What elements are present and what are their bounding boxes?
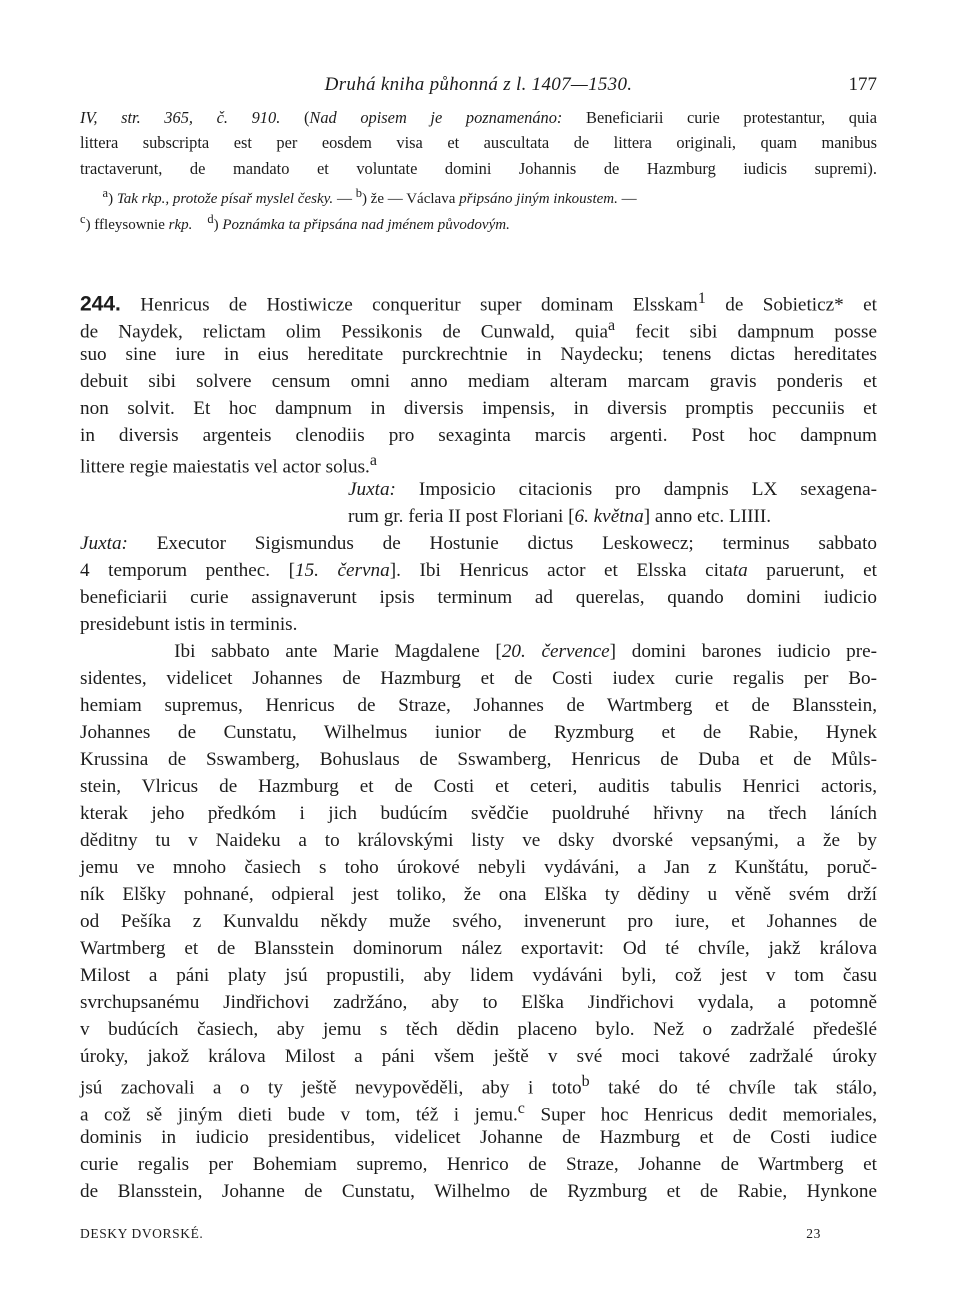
text-line: 244. Henricus de Hostiwicze conqueritur super dominam Elsskam$^1$ de Sobieticz* et: [80, 290, 877, 316]
text-line: suo sine iure in eius hereditate purckrechtnie in Naydecku; tenens dictas hereditates: [80, 344, 877, 365]
text-line: Krussina de Sswamberg, Bohuslaus de Sswamberg, Henricus de Duba et de Můls-: [80, 749, 877, 770]
text-line: IV, str. 365, č. 910. (Nad opisem je poznamenáno: Beneficiarii curie protestantur, quia: [80, 108, 877, 127]
text-line: svrchupsanému Jindřichovi zadržáno, aby to Elška Jindřichovi vydala, a potomně: [80, 992, 877, 1013]
running-title: Druhá kniha půhonná z l. 1407—1530.: [324, 74, 633, 95]
text-line: Juxta: Imposicio citacionis pro dampnis LX sexagena-: [348, 479, 877, 500]
text-line: v budúcích časiech, aby jemu s těch dědin placeno bylo. Než o zadržalé předešlé: [80, 1019, 877, 1040]
text-line: beneficiarii curie assignaverunt ipsis terminum ad querelas, quando domini iudicio: [80, 587, 877, 608]
text-line: 4 temporum penthec. [15. června]. Ibi Henricus actor et Elsska citata paruerunt, et: [80, 560, 877, 581]
text-line: jsú zachovali a o ty ještě nevypověděli, aby i toto$^b$ také do té chvíle tak stálo,: [80, 1073, 877, 1099]
text-line: Juxta: Executor Sigismundus de Hostunie dictus Leskowecz; terminus sabbato: [80, 533, 877, 554]
text-line: děditny tu v Naideku a to královskými listy ve dsky dvorské vepsanými, a že by: [80, 830, 877, 851]
text-line: dominis in iudicio presidentibus, videlicet Johanne de Hazmburg et de Costi iudice: [80, 1127, 877, 1148]
text-line: Johannes de Cunstatu, Wilhelmus iunior de Ryzmburg et de Rabie, Hynek: [80, 722, 877, 743]
text-line: littera subscripta est per eosdem visa et auscultata de littera originali, quam manibus: [80, 133, 877, 152]
text-line: de Blansstein, Johanne de Cunstatu, Wilhelmo de Ryzmburg et de Rabie, Hynkone: [80, 1181, 877, 1202]
text-line: $^a$) Tak rkp., protože písař myslel česky. — $^b$) že — Václava připsáno jiným inkoustem. —: [102, 186, 637, 207]
text-line: Wartmberg et de Blansstein dominorum nález exportavit: Od té chvíle, jakž králova: [80, 938, 877, 959]
page-number: 177: [848, 74, 877, 95]
page-footer: [80, 1226, 877, 1242]
text-line: $^c$) ffleysownie rkp. $^d$) Poznámka ta připsána nad jménem původovým.: [80, 212, 510, 233]
text-line: Milost a páni platy jsú propustili, aby lidem vydáváni byli, což jest v tom času: [80, 965, 877, 986]
text-line: rum gr. feria II post Floriani [6. května] anno etc. LIIII.: [348, 506, 772, 527]
text-line: de Naydek, relictam olim Pessikonis de Cunwald, quia$^a$ fecit sibi dampnum posse: [80, 317, 878, 343]
text-line: a což sě jiným dieti bude v tom, též i jemu.$^c$ Super hoc Henricus dedit memoriales,: [80, 1100, 878, 1126]
text-line: curie regalis per Bohemiam supremo, Henrico de Straze, Johanne de Wartmberg et: [80, 1154, 877, 1175]
text-line: in diversis argenteis clenodiis pro sexaginta marcis argenti. Post hoc dampnum: [80, 425, 877, 446]
text-line: úroky, jakož králova Milost a páni všem ještě v své moci takové zadržalé úroky: [80, 1046, 877, 1067]
text-line: ník Elšky pohnané, odpieral jest toliko, že ona Elška ty dědiny u věně svém drží: [80, 884, 877, 905]
text-line: stein, Vlricus de Hazmburg et de Costi et ceteri, auditis tabulis Henrici actoris,: [80, 776, 877, 797]
running-head: [80, 74, 877, 100]
text-line: presidebunt istis in terminis.: [80, 614, 298, 635]
text-line: tractaverunt, de mandato et voluntate domini Johannis de Hazmburg iudicis supremi).: [80, 159, 877, 178]
text-line: od Pešíka z Kunvaldu někdy muže svého, invenerunt pro iure, et Johannes de: [80, 911, 877, 932]
text-line: Ibi sabbato ante Marie Magdalene [20. července] domini barones iudicio pre-: [80, 641, 877, 662]
sheet-number: 23: [806, 1226, 821, 1241]
text-line: jemu ve mnoho časiech s toho úrokové nebyli vydáváni, a Jan z Kunštátu, poruč-: [80, 857, 877, 878]
signature-label: DESKY DVORSKÉ.: [80, 1226, 204, 1241]
text-line: debuit sibi solvere censum omni anno mediam alteram marcam gravis ponderis et: [80, 371, 877, 392]
text-line: sidentes, videlicet Johannes de Hazmburg et de Costi iudex curie regalis per Bo-: [80, 668, 877, 689]
text-line: littere regie maiestatis vel actor solus.$^a$: [80, 452, 377, 478]
text-line: non solvit. Et hoc dampnum in diversis impensis, in diversis promptis peccuniis et: [80, 398, 877, 419]
text-line: hemiam supremus, Henricus de Straze, Johannes de Wartmberg et de Blansstein,: [80, 695, 877, 716]
text-line: kterak jeho předkóm i jich budúcím svědčie puoldruhé hřivny na třech láních: [80, 803, 877, 824]
